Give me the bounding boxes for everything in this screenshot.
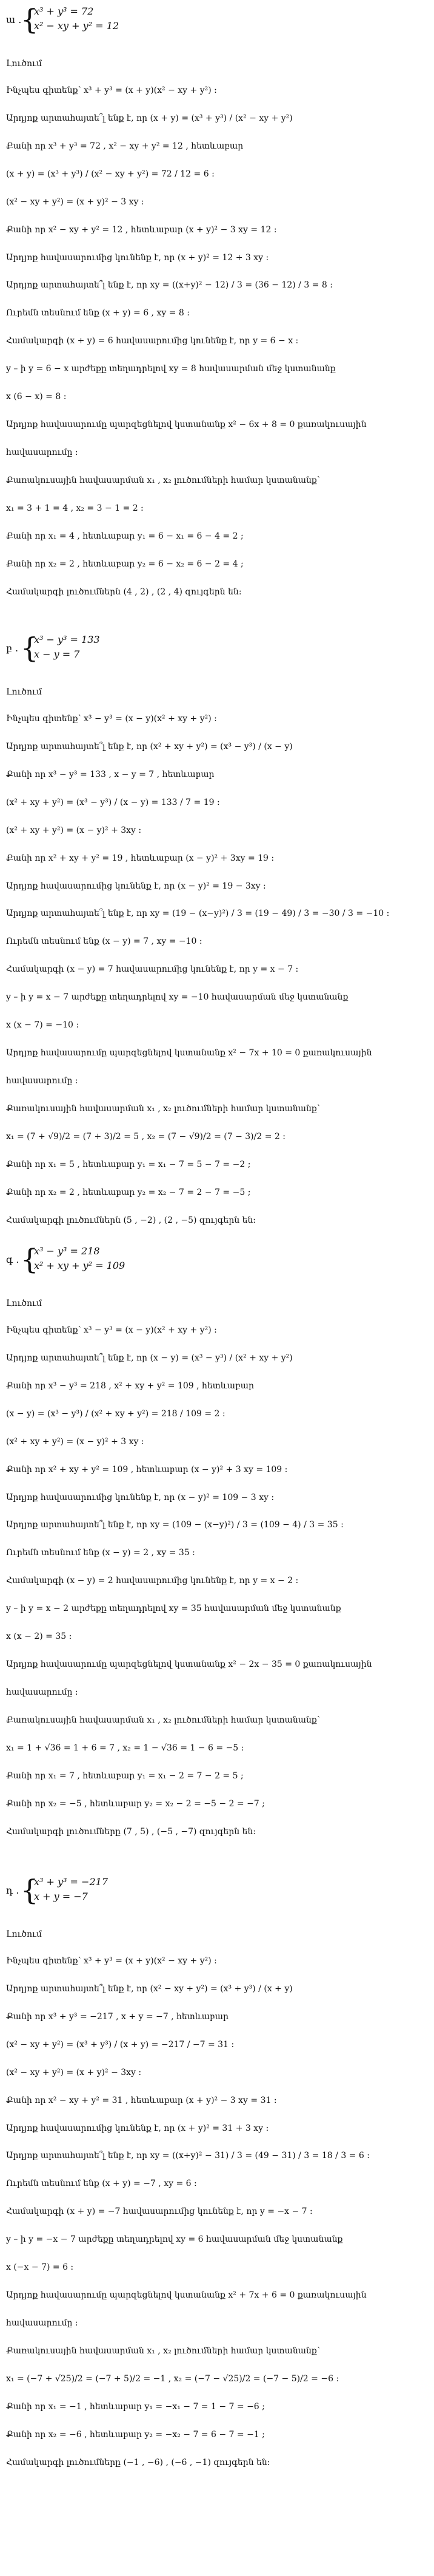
solution-line: Համակարգի (x − y) = 2 հավասարումից կունենք է, որ y = x − 2 : — [6, 1576, 299, 1586]
solution-line: x₁ = (−7 + √25)/2 = (−7 + 5)/2 = −1 , x₂ = (−7 − √25)/2 = (−7 − 5)/2 = −6 : — [6, 2374, 339, 2384]
solution-line: Համակարգի լուծումները (7 , 5) , (−5 , −7) զույգերն են: — [6, 1827, 256, 1837]
solution-line: Քանի որ x₁ = −1 , հետևաբար y₁ = −x₁ − 7 = 1 − 7 = −6 ; — [6, 2402, 265, 2412]
solution-line: Քանի որ x² − xy + y² = 31 , հետևաբար (x + y)² − 3 xy = 31 : — [6, 2096, 277, 2105]
solution-line: x₁ = 1 + √36 = 1 + 6 = 7 , x₂ = 1 − √36 = 1 − 6 = −5 : — [6, 1743, 244, 1753]
solution-line: Համակարգի լուծումներն (4 , 2) , (2 , 4) զույգերն են: — [6, 587, 242, 597]
solution-line: x₁ = (7 + √9)/2 = (7 + 3)/2 = 5 , x₂ = (7 − √9)/2 = (7 − 3)/2 = 2 : — [6, 1132, 285, 1142]
solution-line: Արդյոք արտահայտե՞լ ենք է, որ xy = ((x+y)² − 31) / 3 = (49 − 31) / 3 = 18 / 3 = 6 : — [6, 2151, 370, 2161]
system-equation-1: x³ − y³ = 133 — [34, 634, 100, 645]
left-brace: { — [21, 1874, 39, 1906]
solution-line: հավասարումը : — [6, 2318, 78, 2328]
solution-line: Քանի որ x₁ = 4 , հետևաբար y₁ = 6 − x₁ = 6 − 4 = 2 ; — [6, 531, 244, 541]
solution-line: Քանի որ x² + xy + y² = 109 , հետևաբար (x − y)² + 3 xy = 109 : — [6, 1465, 288, 1475]
equation-system — [6, 1243, 164, 1277]
solution-line: Արդյոք հավասարումից կունենք է, որ (x + y)² = 12 + 3 xy : — [6, 253, 269, 263]
system-label: ա . — [6, 14, 22, 25]
equation-system — [6, 4, 164, 38]
solution-line: (x² + xy + y²) = (x³ − y³) / (x − y) = 133 / 7 = 19 : — [6, 798, 220, 807]
solution-line: (x − y) = (x³ − y³) / (x² + xy + y²) = 218 / 109 = 2 : — [6, 1409, 225, 1419]
solution-line: Ուրեմն տեսնում ենք (x − y) = 7 , xy = −10 : — [6, 937, 202, 946]
solution-line: հավասարումը : — [6, 448, 78, 457]
solution-line: Արդյոք հավասարումը պարզեցնելով կստանանք x² + 7x + 6 = 0 քառակուսային — [6, 2290, 367, 2300]
solution-line: Ինչպես գիտենք՝ x³ − y³ = (x − y)(x² + xy + y²) : — [6, 1325, 217, 1335]
solution-line: Արդյոք հավասարումից կունենք է, որ (x − y)² = 19 − 3xy : — [6, 881, 266, 891]
left-brace: { — [21, 3, 39, 36]
solution-heading: Լուծում — [6, 1929, 42, 1939]
solution-line: Արդյոք հավասարումից կունենք է, որ (x − y)² = 109 − 3 xy : — [6, 1493, 275, 1502]
solution-line: Քառակուսային հավասարման x₁ , x₂ լուծումների համար կստանանք՝ — [6, 476, 320, 485]
solution-line: y – ի y = 6 − x արժեքը տեղադրելով xy = 8 հավասարման մեջ կստանանք — [6, 364, 336, 374]
solution-line: Ուրեմն տեսնում ենք (x − y) = 2 , xy = 35 : — [6, 1548, 195, 1558]
solution-line: (x² − xy + y²) = (x + y)² − 3xy : — [6, 2068, 142, 2077]
solution-line: Արդյոք արտահայտե՞լ ենք է, որ (x − y) = (x³ − y³) / (x² + xy + y²) — [6, 1353, 293, 1363]
system-equation-1: x³ + y³ = 72 — [34, 5, 94, 17]
solution-line: Ինչպես գիտենք՝ x³ − y³ = (x − y)(x² + xy + y²) : — [6, 714, 217, 724]
solution-line: Քանի որ x₁ = 7 , հետևաբար y₁ = x₁ − 2 = 7 − 2 = 5 ; — [6, 1771, 244, 1781]
solution-line: Քանի որ x₂ = 2 , հետևաբար y₂ = x₂ − 7 = 2 − 7 = −5 ; — [6, 1188, 251, 1197]
solution-line: Քանի որ x₂ = −6 , հետևաբար y₂ = −x₂ − 7 = 6 − 7 = −1 ; — [6, 2430, 265, 2440]
solution-heading: Լուծում — [6, 1299, 42, 1308]
system-equation-2: x − y = 7 — [34, 648, 80, 660]
solution-line: Քանի որ x³ + y³ = −217 , x + y = −7 , հետևաբար — [6, 2012, 229, 2022]
solution-line: Համակարգի (x − y) = 7 հավասարումից կունենք է, որ y = x − 7 : — [6, 964, 299, 974]
solution-line: (x² − xy + y²) = (x³ + y³) / (x + y) = −217 / −7 = 31 : — [6, 2040, 235, 2050]
solution-line: Արդյոք արտահայտե՞լ ենք է, որ xy = (19 − (x−y)²) / 3 = (19 − 49) / 3 = −30 / 3 = −10 : — [6, 909, 390, 918]
solution-line: Ուրեմն տեսնում ենք (x + y) = 6 , xy = 8 : — [6, 308, 190, 318]
solution-line: Քառակուսային հավասարման x₁ , x₂ լուծումների համար կստանանք՝ — [6, 1104, 320, 1114]
solution-line: Քանի որ x³ + y³ = 72 , x² − xy + y² = 12 , հետևաբար — [6, 141, 244, 151]
solution-line: Ուրեմն տեսնում ենք (x + y) = −7 , xy = 6 : — [6, 2179, 197, 2188]
solution-line: Արդյոք արտահայտե՞լ ենք է, որ (x² − xy + y²) = (x³ + y³) / (x + y) — [6, 1984, 293, 1994]
solution-line: Քանի որ x₂ = −5 , հետևաբար y₂ = x₂ − 2 = −5 − 2 = −7 ; — [6, 1799, 265, 1809]
left-brace: { — [21, 1243, 39, 1276]
system-equation-1: x³ − y³ = 218 — [34, 1245, 100, 1257]
solution-line: x (−x − 7) = 6 : — [6, 2262, 74, 2272]
solution-line: Համակարգի լուծումներն (5 , −2) , (2 , −5) զույգերն են: — [6, 1216, 256, 1225]
system-label: դ . — [6, 1885, 19, 1896]
solution-line: (x² + xy + y²) = (x − y)² + 3 xy : — [6, 1437, 144, 1447]
solution-line: հավասարումը : — [6, 1687, 78, 1697]
solution-line: Քանի որ x² + xy + y² = 19 , հետևաբար (x − y)² + 3xy = 19 : — [6, 853, 275, 863]
solution-line: Արդյոք հավասարումից կունենք է, որ (x + y)² = 31 + 3 xy : — [6, 2124, 269, 2133]
solution-line: x (x − 7) = −10 : — [6, 1020, 79, 1030]
solution-line: (x² − xy + y²) = (x + y)² − 3 xy : — [6, 197, 144, 207]
solution-line: Արդյոք հավասարումը պարզեցնելով կստանանք x² − 7x + 10 = 0 քառակուսային — [6, 1048, 372, 1058]
solution-line: Արդյոք արտահայտե՞լ ենք է, որ (x + y) = (x³ + y³) / (x² − xy + y²) — [6, 113, 293, 123]
solution-line: Քանի որ x² − xy + y² = 12 , հետևաբար (x + y)² − 3 xy = 12 : — [6, 225, 277, 235]
solution-line: Ինչպես գիտենք՝ x³ + y³ = (x + y)(x² − xy + y²) : — [6, 86, 217, 95]
solution-line: y – ի y = x − 7 արժեքը տեղադրելով xy = −10 հավասարման մեջ կստանանք — [6, 992, 349, 1002]
solution-line: Քառակուսային հավասարման x₁ , x₂ լուծումների համար կստանանք՝ — [6, 1715, 320, 1725]
solution-line: Համակարգի (x + y) = −7 հավասարումից կունենք է, որ y = −x − 7 : — [6, 2207, 313, 2216]
solution-line: Քանի որ x³ − y³ = 133 , x − y = 7 , հետևաբար — [6, 770, 215, 779]
solution-line: Արդյոք արտահայտե՞լ ենք է, որ xy = (109 − (x−y)²) / 3 = (109 − 4) / 3 = 35 : — [6, 1520, 344, 1530]
solution-line: հավասարումը : — [6, 1076, 78, 1086]
solution-line: Արդյոք արտահայտե՞լ ենք է, որ xy = ((x+y)² − 12) / 3 = (36 − 12) / 3 = 8 : — [6, 280, 333, 290]
solution-heading: Լուծում — [6, 59, 42, 69]
solution-line: Արդյոք հավասարումը պարզեցնելով կստանանք x² − 6x + 8 = 0 քառակուսային — [6, 420, 367, 429]
solution-line: Համակարգի (x + y) = 6 հավասարումից կունենք է, որ y = 6 − x : — [6, 336, 299, 346]
system-equation-1: x³ + y³ = −217 — [34, 1876, 108, 1888]
solution-line: x (6 − x) = 8 : — [6, 392, 67, 402]
equation-system — [6, 1874, 164, 1908]
solution-heading: Լուծում — [6, 687, 42, 697]
solution-line: (x + y) = (x³ + y³) / (x² − xy + y²) = 72 / 12 = 6 : — [6, 169, 215, 179]
solution-line: x₁ = 3 + 1 = 4 , x₂ = 3 − 1 = 2 : — [6, 503, 144, 513]
solution-line: Արդյոք հավասարումը պարզեցնելով կստանանք x² − 2x − 35 = 0 քառակուսային — [6, 1660, 372, 1669]
system-equation-2: x² + xy + y² = 109 — [34, 1260, 125, 1271]
solution-line: Քանի որ x³ − y³ = 218 , x² + xy + y² = 109 , հետևաբար — [6, 1381, 255, 1391]
solution-line: y – ի y = −x − 7 արժեքը տեղադրելով xy = 6 հավասարման մեջ կստանանք — [6, 2235, 343, 2244]
left-brace: { — [21, 631, 39, 664]
equation-system — [6, 632, 164, 666]
system-label: գ . — [6, 1254, 19, 1265]
system-equation-2: x + y = −7 — [34, 1891, 88, 1902]
solution-line: Քանի որ x₁ = 5 , հետևաբար y₁ = x₁ − 7 = 5 − 7 = −2 ; — [6, 1160, 251, 1169]
solution-line: (x² + xy + y²) = (x − y)² + 3xy : — [6, 826, 142, 835]
solution-line: Արդյոք արտահայտե՞լ ենք է, որ (x² + xy + y²) = (x³ − y³) / (x − y) — [6, 742, 293, 752]
solution-line: x (x − 2) = 35 : — [6, 1632, 72, 1641]
solution-line: Քանի որ x₂ = 2 , հետևաբար y₂ = 6 − x₂ = 6 − 2 = 4 ; — [6, 559, 244, 569]
solution-line: Ինչպես գիտենք՝ x³ + y³ = (x + y)(x² − xy + y²) : — [6, 1956, 217, 1966]
system-label: բ . — [6, 642, 19, 654]
solution-line: y – ի y = x − 2 արժեքը տեղադրելով xy = 35 հավասարման մեջ կստանանք — [6, 1604, 341, 1613]
system-equation-2: x² − xy + y² = 12 — [34, 20, 119, 32]
solution-line: Համակարգի լուծումները (−1 , −6) , (−6 , −1) զույգերն են: — [6, 2458, 270, 2467]
solution-line: Քառակուսային հավասարման x₁ , x₂ լուծումների համար կստանանք՝ — [6, 2346, 320, 2356]
